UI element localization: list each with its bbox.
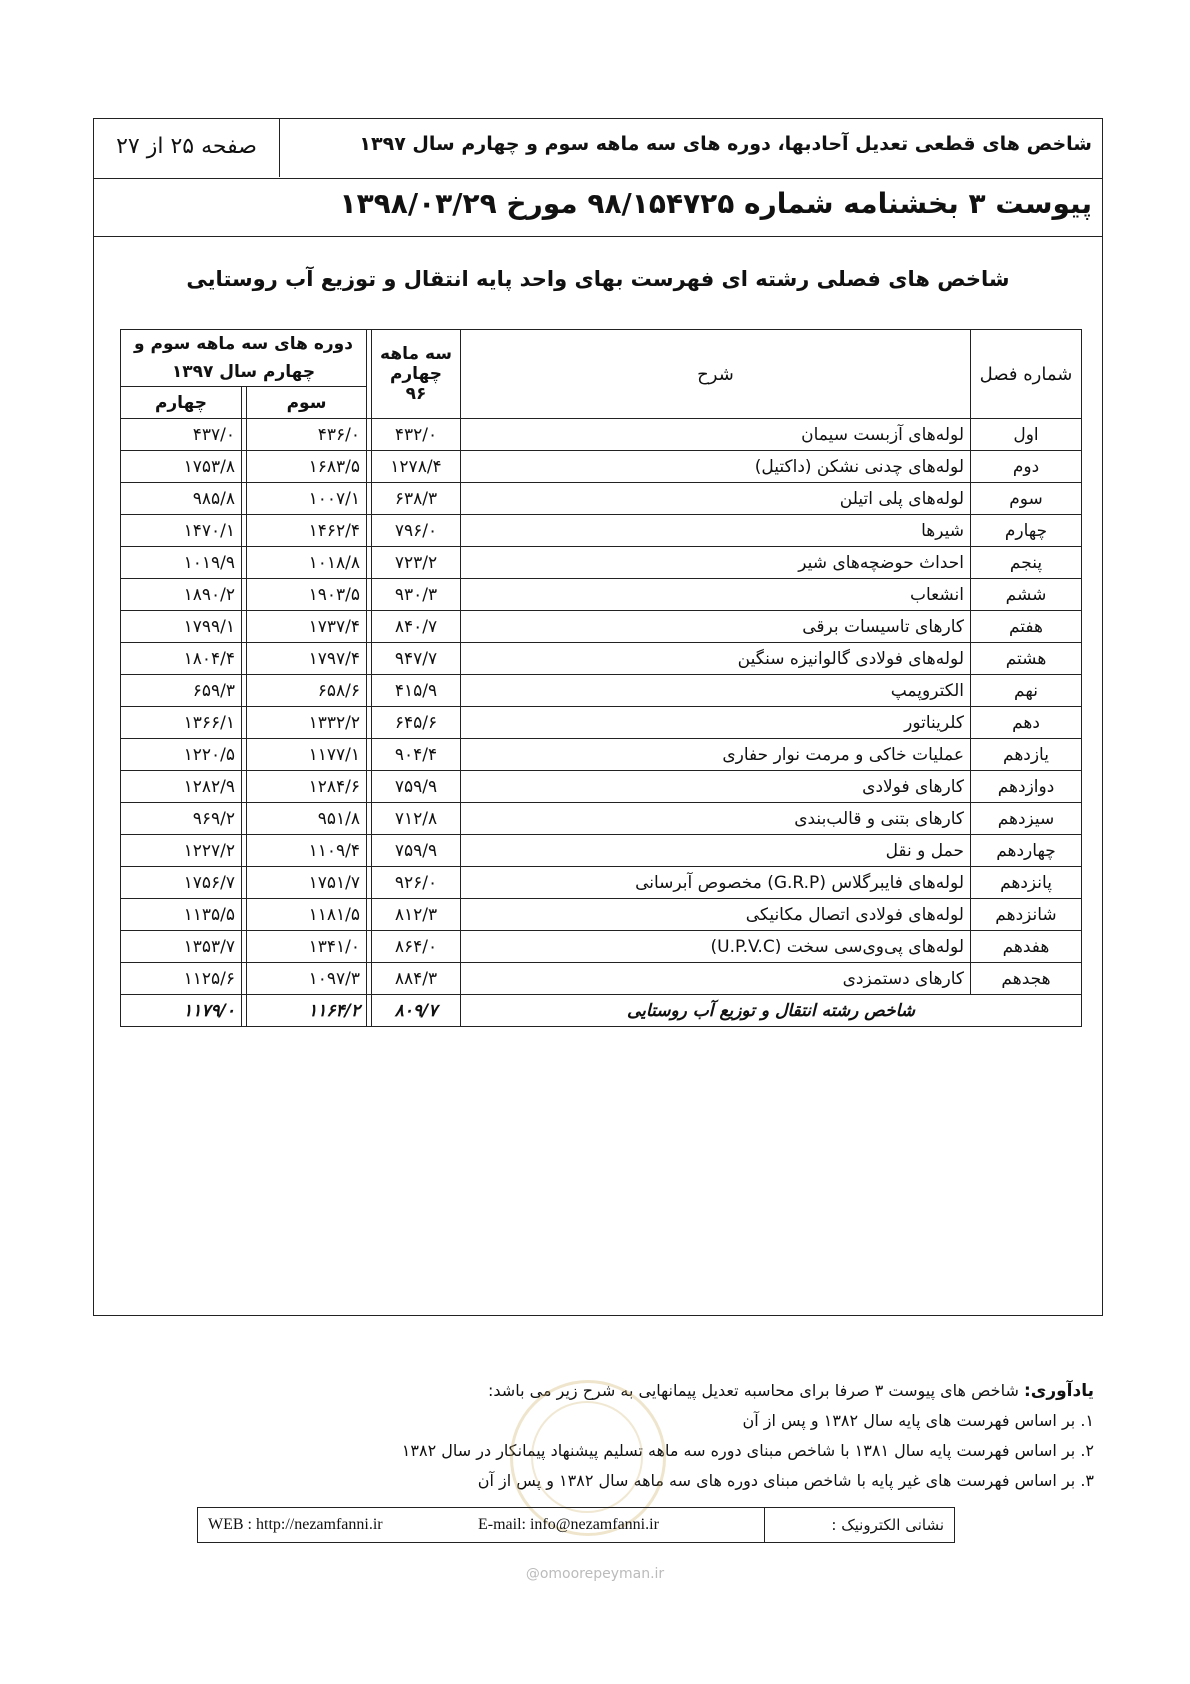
column-divider — [367, 867, 372, 899]
description-cell: عملیات خاکی و مرمت نوار حفاری — [461, 739, 971, 771]
column-divider — [242, 995, 247, 1027]
column-divider — [242, 387, 247, 419]
season-cell: سیزدهم — [971, 803, 1082, 835]
note-intro: شاخص های پیوست ۳ صرفا برای محاسبه تعدیل پیمانهایی به شرح زیر می باشد: — [488, 1381, 1024, 1400]
column-divider — [242, 931, 247, 963]
table-header-row — [121, 330, 1082, 387]
column-divider — [367, 515, 372, 547]
description-cell: کارهای تاسیسات برقی — [461, 611, 971, 643]
q4-index-cell: ۱۱۳۵/۵ — [121, 899, 242, 931]
base-index-cell: ۸۶۴/۰ — [372, 931, 461, 963]
q3-index-cell: ۱۷۹۷/۴ — [247, 643, 367, 675]
q3-index-cell: ۱۳۳۲/۲ — [247, 707, 367, 739]
table-row — [121, 419, 1082, 451]
table-row — [121, 867, 1082, 899]
season-cell: چهارم — [971, 515, 1082, 547]
q3-index-cell: ۱۳۴۱/۰ — [247, 931, 367, 963]
q3-index-cell: ۱۶۸۳/۵ — [247, 451, 367, 483]
season-cell: دوم — [971, 451, 1082, 483]
column-divider — [367, 451, 372, 483]
column-divider — [242, 515, 247, 547]
q3-index-cell: ۱۷۳۷/۴ — [247, 611, 367, 643]
column-divider — [242, 867, 247, 899]
column-divider — [242, 611, 247, 643]
table-row — [121, 803, 1082, 835]
season-cell: یازدهم — [971, 739, 1082, 771]
column-divider — [367, 771, 372, 803]
note-heading: یادآوری: — [1023, 1381, 1094, 1401]
column-divider — [367, 899, 372, 931]
table-body — [121, 419, 1082, 1027]
q4-index-cell: ۴۳۷/۰ — [121, 419, 242, 451]
season-cell: دهم — [971, 707, 1082, 739]
base-index-cell: ۹۰۴/۴ — [372, 739, 461, 771]
table-row — [121, 483, 1082, 515]
q3-index-cell: ۱۱۰۹/۴ — [247, 835, 367, 867]
column-divider — [367, 483, 372, 515]
column-divider — [242, 835, 247, 867]
q3-index-cell: ۱۴۶۲/۴ — [247, 515, 367, 547]
table-total-row — [121, 995, 1082, 1027]
base-index-cell: ۷۱۲/۸ — [372, 803, 461, 835]
base-index-cell: ۷۲۳/۲ — [372, 547, 461, 579]
total-base-cell: ۸۰۹/۷ — [372, 995, 461, 1027]
column-divider — [367, 739, 372, 771]
contact-box — [197, 1507, 955, 1543]
document-title: شاخص های قطعی تعدیل آحادبها، دوره های سه ماهه سوم و چهارم سال ۱۳۹۷ — [359, 133, 1092, 155]
base-index-cell: ۶۴۵/۶ — [372, 707, 461, 739]
column-divider — [242, 547, 247, 579]
total-q3-cell: ۱۱۶۴/۲ — [247, 995, 367, 1027]
base-index-cell: ۹۳۰/۳ — [372, 579, 461, 611]
table-row — [121, 611, 1082, 643]
base-index-cell: ۸۱۲/۳ — [372, 899, 461, 931]
column-divider — [367, 707, 372, 739]
description-cell: لوله‌های فایبرگلاس (G.R.P) مخصوص آبرسانی — [461, 867, 971, 899]
column-divider — [367, 330, 372, 419]
season-cell: هشتم — [971, 643, 1082, 675]
base-index-cell: ۷۵۹/۹ — [372, 835, 461, 867]
season-cell: پنجم — [971, 547, 1082, 579]
season-cell: سوم — [971, 483, 1082, 515]
table-row — [121, 771, 1082, 803]
circular-reference: پیوست ۳ بخشنامه شماره ۹۸/۱۵۴۷۲۵ مورخ ۱۳۹۸/۰۳/۲۹ — [339, 187, 1092, 220]
description-cell: الکتروپمپ — [461, 675, 971, 707]
table-row — [121, 547, 1082, 579]
q4-index-cell: ۱۳۶۶/۱ — [121, 707, 242, 739]
web-link[interactable]: WEB : http://nezamfanni.ir — [208, 1516, 383, 1533]
index-table — [120, 329, 1082, 1027]
column-divider — [367, 547, 372, 579]
note-item: ۲. بر اساس فهرست پایه سال ۱۳۸۱ با شاخص مبنای دوره سه ماهه تسلیم پیشنهاد پیمانکار در سال ۱۳۸۲ — [401, 1441, 1094, 1460]
season-cell: شانزدهم — [971, 899, 1082, 931]
q4-index-cell: ۶۵۹/۳ — [121, 675, 242, 707]
q3-index-cell: ۱۱۸۱/۵ — [247, 899, 367, 931]
table-row — [121, 739, 1082, 771]
q4-index-cell: ۱۲۲۰/۵ — [121, 739, 242, 771]
base-index-cell: ۱۲۷۸/۴ — [372, 451, 461, 483]
description-cell: احداث حوضچه‌های شیر — [461, 547, 971, 579]
header-row — [94, 119, 1102, 179]
description-cell: کارهای فولادی — [461, 771, 971, 803]
document-frame — [93, 118, 1103, 1316]
table-row — [121, 835, 1082, 867]
description-cell: کارهای دستمزدی — [461, 963, 971, 995]
season-cell: اول — [971, 419, 1082, 451]
description-cell: لوله‌های فولادی اتصال مکانیکی — [461, 899, 971, 931]
circular-row — [94, 179, 1102, 237]
q3-index-cell: ۱۹۰۳/۵ — [247, 579, 367, 611]
season-cell: هجدهم — [971, 963, 1082, 995]
page-title: شاخص های فصلی رشته ای فهرست بهای واحد پایه انتقال و توزیع آب روستایی — [186, 267, 1010, 291]
base-index-cell: ۷۹۶/۰ — [372, 515, 461, 547]
header-q3: سوم — [247, 387, 367, 419]
table-row — [121, 451, 1082, 483]
note-item: ۱. بر اساس فهرست های پایه سال ۱۳۸۲ و پس از آن — [742, 1411, 1094, 1430]
column-divider — [242, 579, 247, 611]
column-divider — [367, 579, 372, 611]
base-index-cell: ۹۴۷/۷ — [372, 643, 461, 675]
column-divider — [367, 995, 372, 1027]
q4-index-cell: ۱۴۷۰/۱ — [121, 515, 242, 547]
q4-index-cell: ۱۲۲۷/۲ — [121, 835, 242, 867]
total-description-cell: شاخص رشته انتقال و توزیع آب روستایی — [461, 995, 1082, 1027]
base-index-cell: ۴۱۵/۹ — [372, 675, 461, 707]
q3-index-cell: ۶۵۸/۶ — [247, 675, 367, 707]
table-row — [121, 643, 1082, 675]
column-divider — [242, 803, 247, 835]
q4-index-cell: ۱۰۱۹/۹ — [121, 547, 242, 579]
table-row — [121, 963, 1082, 995]
column-divider — [242, 675, 247, 707]
q4-index-cell: ۱۷۵۳/۸ — [121, 451, 242, 483]
q4-index-cell: ۹۶۹/۲ — [121, 803, 242, 835]
column-divider — [242, 451, 247, 483]
description-cell: شیرها — [461, 515, 971, 547]
q4-index-cell: ۱۳۵۳/۷ — [121, 931, 242, 963]
email-link[interactable]: E-mail: info@nezamfanni.ir — [478, 1516, 659, 1533]
header-base-period: سه ماهه چهارم ۹۶ — [372, 330, 461, 419]
table-row — [121, 707, 1082, 739]
q4-index-cell: ۱۱۲۵/۶ — [121, 963, 242, 995]
total-q4-cell: ۱۱۷۹/۰ — [121, 995, 242, 1027]
base-index-cell: ۶۳۸/۳ — [372, 483, 461, 515]
header-q4: چهارم — [121, 387, 242, 419]
table-row — [121, 515, 1082, 547]
description-cell: لوله‌های فولادی گالوانیزه سنگین — [461, 643, 971, 675]
q3-index-cell: ۱۱۷۷/۱ — [247, 739, 367, 771]
header-description: شرح — [461, 330, 971, 419]
column-divider — [367, 419, 372, 451]
column-divider — [367, 963, 372, 995]
column-divider — [367, 803, 372, 835]
column-divider — [367, 835, 372, 867]
table-row — [121, 675, 1082, 707]
column-divider — [242, 707, 247, 739]
q3-index-cell: ۴۳۶/۰ — [247, 419, 367, 451]
season-cell: ششم — [971, 579, 1082, 611]
column-divider — [242, 483, 247, 515]
q3-index-cell: ۱۰۰۷/۱ — [247, 483, 367, 515]
column-divider — [367, 611, 372, 643]
season-cell: دوازدهم — [971, 771, 1082, 803]
base-index-cell: ۸۸۴/۳ — [372, 963, 461, 995]
column-divider — [242, 771, 247, 803]
base-index-cell: ۷۵۹/۹ — [372, 771, 461, 803]
season-cell: پانزدهم — [971, 867, 1082, 899]
page-number: صفحه ۲۵ از ۲۷ — [94, 119, 280, 177]
column-divider — [242, 739, 247, 771]
column-divider — [242, 899, 247, 931]
seal-inner-ring — [531, 1401, 643, 1513]
description-cell: لوله‌های پی‌وی‌سی سخت (U.P.V.C) — [461, 931, 971, 963]
base-index-cell: ۴۳۲/۰ — [372, 419, 461, 451]
contact-label: نشانی الکترونیک : — [764, 1508, 954, 1542]
season-cell: هفدهم — [971, 931, 1082, 963]
season-cell: چهاردهم — [971, 835, 1082, 867]
season-cell: نهم — [971, 675, 1082, 707]
header-season: شماره فصل — [971, 330, 1082, 419]
q3-index-cell: ۱۰۹۷/۳ — [247, 963, 367, 995]
q3-index-cell: ۱۲۸۴/۶ — [247, 771, 367, 803]
q4-index-cell: ۱۷۹۹/۱ — [121, 611, 242, 643]
column-divider — [242, 963, 247, 995]
description-cell: لوله‌های چدنی نشکن (داکتیل) — [461, 451, 971, 483]
watermark: @omoorepeyman.ir — [525, 1566, 665, 1582]
season-cell: هفتم — [971, 611, 1082, 643]
description-cell: کارهای بتنی و قالب‌بندی — [461, 803, 971, 835]
base-index-cell: ۹۲۶/۰ — [372, 867, 461, 899]
column-divider — [367, 643, 372, 675]
base-index-cell: ۸۴۰/۷ — [372, 611, 461, 643]
column-divider — [242, 643, 247, 675]
description-cell: انشعاب — [461, 579, 971, 611]
description-cell: کلریناتور — [461, 707, 971, 739]
q4-index-cell: ۹۸۵/۸ — [121, 483, 242, 515]
table-row — [121, 579, 1082, 611]
q3-index-cell: ۹۵۱/۸ — [247, 803, 367, 835]
q4-index-cell: ۱۲۸۲/۹ — [121, 771, 242, 803]
column-divider — [367, 931, 372, 963]
note-item: ۳. بر اساس فهرست های غیر پایه با شاخص مبنای دوره های سه ماهه سال ۱۳۸۲ و پس از آن — [477, 1471, 1094, 1490]
description-cell: لوله‌های آزبست سیمان — [461, 419, 971, 451]
table-row — [121, 931, 1082, 963]
q3-index-cell: ۱۰۱۸/۸ — [247, 547, 367, 579]
q4-index-cell: ۱۸۹۰/۲ — [121, 579, 242, 611]
column-divider — [242, 419, 247, 451]
header-period-group: دوره های سه ماهه سوم و چهارم سال ۱۳۹۷ — [121, 330, 367, 387]
description-cell: حمل و نقل — [461, 835, 971, 867]
column-divider — [367, 675, 372, 707]
description-cell: لوله‌های پلی اتیلن — [461, 483, 971, 515]
q4-index-cell: ۱۸۰۴/۴ — [121, 643, 242, 675]
q4-index-cell: ۱۷۵۶/۷ — [121, 867, 242, 899]
q3-index-cell: ۱۷۵۱/۷ — [247, 867, 367, 899]
table-row — [121, 899, 1082, 931]
